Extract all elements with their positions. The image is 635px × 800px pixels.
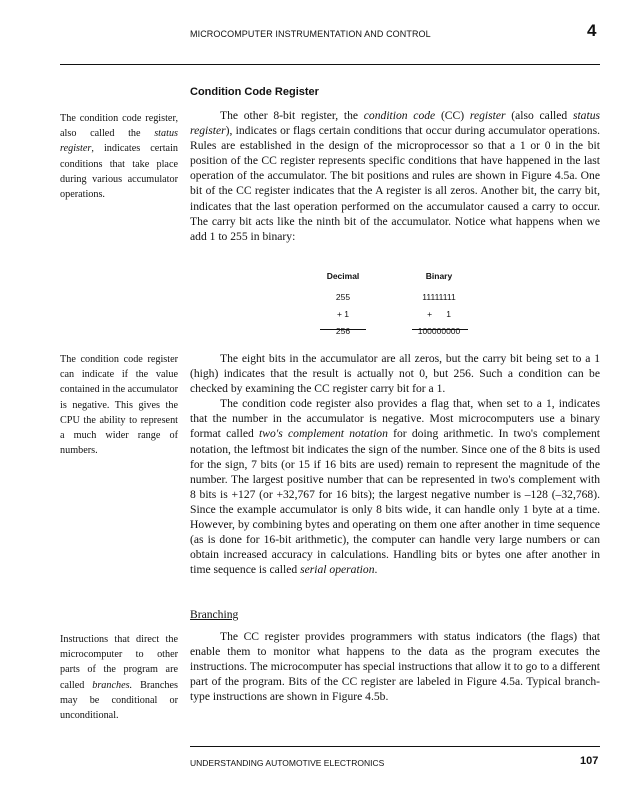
para-emphasis: status register xyxy=(190,109,600,138)
running-header-title: MICROCOMPUTER INSTRUMENTATION AND CONTROL xyxy=(190,29,431,39)
note-emphasis: branches. xyxy=(92,679,133,691)
para-emphasis: two's complement notation xyxy=(259,427,388,441)
paragraph-cc-register xyxy=(190,108,600,244)
note-text: , indicates certain conditions that take place during various accumulator operations. xyxy=(60,143,178,201)
binary-addition-table xyxy=(300,271,480,341)
para-text: (also called xyxy=(505,109,573,122)
margin-note-status-register xyxy=(60,111,178,202)
note-text: Branches may be conditional or unconditional. xyxy=(60,679,178,722)
decimal-value: 255 xyxy=(335,292,351,302)
paragraph-negative-flag xyxy=(190,396,600,577)
binary-header: Binary xyxy=(425,271,453,281)
para-emphasis: serial operation xyxy=(300,563,375,577)
para-text: The CC register provides programmers with status indicators (the flags) that enable them to monitor what happens to the data as the program executes the instructions. The microcomputer has special instructions that allow it to go to a different part of the program. Bits of the CC register are labeled in Figure 4.5a. Typical branch-type instructions are shown in Figure 4.5b. xyxy=(190,630,600,704)
decimal-value: 256 xyxy=(335,326,351,336)
running-footer-title: UNDERSTANDING AUTOMOTIVE ELECTRONICS xyxy=(190,758,385,768)
para-text: The other 8-bit register, the xyxy=(220,109,364,122)
page-number: 107 xyxy=(580,755,599,767)
header-rule xyxy=(60,64,600,65)
margin-note-branches xyxy=(60,632,178,723)
chapter-number: 4 xyxy=(587,21,597,40)
para-text: . xyxy=(374,563,378,577)
binary-value: + 1 xyxy=(427,309,451,319)
binary-value: 100000000 xyxy=(417,326,461,336)
note-text: The condition code register, also called the xyxy=(60,113,178,140)
para-text: ), indicates or flags certain conditions that occur during accumulator operations. Rules are established in the design of the microprocessor so that a 1 or 0 in the bit position of the CC register represents specific conditions that have happened in the last operation of the accumulator. The bit positions and rules are shown in Figure 4.5a. One bit of the CC register indicates that the A register is all zeros. Another bit, the carry bit, indicates that the last operation performed on the accumulator caused a carry to occur. The carry bit acts like the ninth bit of the accumulator. Notice what happens when we add 1 to 255 in binary: xyxy=(190,124,600,243)
decimal-header: Decimal xyxy=(326,271,360,281)
note-text: Instructions that direct the microcomputer to other parts of the program are called xyxy=(60,634,178,691)
margin-note-negative: The condition code register can indicate if the value contained in the accumulator is negative. This gives the CPU the ability to represent a much wider range of numbers. xyxy=(60,354,178,457)
note-emphasis: status register xyxy=(60,128,178,155)
paragraph-carry-bit xyxy=(190,351,600,577)
footer-rule xyxy=(190,746,600,747)
paragraph-branching xyxy=(190,629,600,704)
para-emphasis: condition code xyxy=(363,109,436,122)
para-text: The condition code register also provides a flag that, when set to a 1, indicates that the number in the accumulator is negative. Most microcomputers use a binary format called xyxy=(190,397,600,441)
para-text: for doing arithmetic. In two's complement notation, the leftmost bit indicates the sign of the number. Since one of the 8 bits is used for the sign, 7 bits (or 15 if 16 bits are used) remain to represent the magnitude of the number. The largest positive number that can be represented in two's complement with 8 bits is +127 (or +32,767 for 16 bits); the largest negative number is –128 (–32,768). Since the example accumulator is only 8 bits wide, it can handle only 1 byte at a time. However, by combining bytes and operating on them one after another in time sequence (as is done for 16-bit arithmetic), the computer can handle very large numbers or can obtain increased accuracy in calculations. Handling bits or bytes one after another in time sequence is called xyxy=(190,427,601,577)
binary-value: 11111111 xyxy=(422,292,456,302)
para-emphasis: register xyxy=(469,109,506,122)
para-text: (CC) xyxy=(435,109,470,122)
subsection-heading-branching: Branching xyxy=(190,608,239,621)
para-text: The eight bits in the accumulator are all zeros, but the carry bit being set to a 1 (high) indicates that the result is actually not 0, but 256. Such a condition can be checked by examining the CC register carry bit for a 1. xyxy=(190,352,600,396)
decimal-value: + 1 xyxy=(336,309,350,319)
section-heading: Condition Code Register xyxy=(190,86,319,98)
